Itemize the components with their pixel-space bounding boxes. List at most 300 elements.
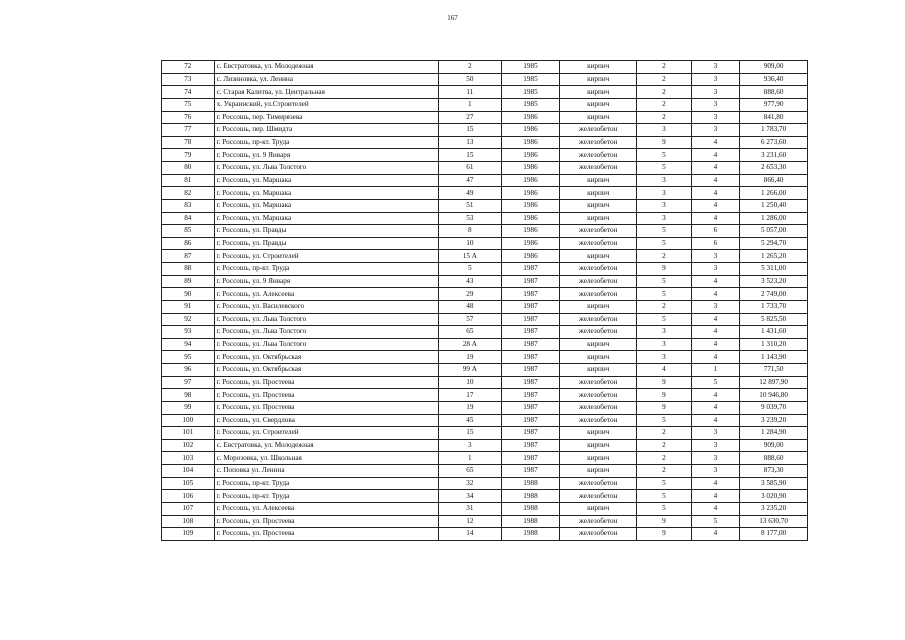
cell-floors: 5 (637, 502, 692, 515)
cell-entrances: 4 (691, 351, 740, 364)
cell-floors: 9 (637, 136, 692, 149)
cell-year-built: 1988 (501, 502, 560, 515)
table-body (162, 61, 808, 541)
cell-row-number: 96 (162, 364, 215, 377)
cell-address: г. Россошь, ул. Строителей (214, 250, 438, 263)
cell-year-built: 1987 (501, 401, 560, 414)
cell-entrances: 5 (691, 515, 740, 528)
cell-entrances: 3 (691, 98, 740, 111)
cell-house-number: 61 (438, 162, 501, 175)
cell-year-built: 1987 (501, 351, 560, 364)
cell-floors: 5 (637, 149, 692, 162)
cell-entrances: 4 (691, 338, 740, 351)
cell-floors: 2 (637, 250, 692, 263)
cell-area: 1 143,90 (740, 351, 808, 364)
cell-address: г. Россошь, ул. Простеева (214, 389, 438, 402)
cell-row-number: 107 (162, 502, 215, 515)
cell-floors: 5 (637, 288, 692, 301)
cell-wall-material: железобетон (560, 275, 637, 288)
cell-year-built: 1987 (501, 364, 560, 377)
cell-address: с. Евстратовка, ул. Молодежная (214, 439, 438, 452)
table-row (162, 237, 808, 250)
cell-address: г. Россошь, ул. Простеева (214, 528, 438, 541)
cell-row-number: 74 (162, 86, 215, 99)
cell-row-number: 94 (162, 338, 215, 351)
cell-floors: 3 (637, 351, 692, 364)
table-row (162, 111, 808, 124)
cell-floors: 2 (637, 465, 692, 478)
cell-floors: 2 (637, 98, 692, 111)
housing-table (161, 60, 808, 541)
cell-address: г. Россошь, ул. Октябрьская (214, 351, 438, 364)
cell-area: 866,40 (740, 174, 808, 187)
cell-year-built: 1987 (501, 263, 560, 276)
cell-address: г. Россошь, ул. Алексеева (214, 288, 438, 301)
cell-entrances: 4 (691, 212, 740, 225)
cell-row-number: 93 (162, 326, 215, 339)
cell-house-number: 99 А (438, 364, 501, 377)
cell-year-built: 1987 (501, 452, 560, 465)
table-row (162, 250, 808, 263)
cell-area: 3 523,20 (740, 275, 808, 288)
cell-row-number: 102 (162, 439, 215, 452)
cell-year-built: 1986 (501, 199, 560, 212)
cell-wall-material: кирпич (560, 187, 637, 200)
table-row (162, 364, 808, 377)
cell-year-built: 1987 (501, 414, 560, 427)
cell-year-built: 1985 (501, 98, 560, 111)
cell-row-number: 85 (162, 225, 215, 238)
cell-address: х. Украинский, ул.Строителей (214, 98, 438, 111)
cell-address: г. Россошь, пер. Тимирязева (214, 111, 438, 124)
cell-wall-material: кирпич (560, 111, 637, 124)
table-row (162, 300, 808, 313)
table-row (162, 61, 808, 74)
cell-wall-material: железобетон (560, 477, 637, 490)
cell-entrances: 4 (691, 187, 740, 200)
cell-house-number: 45 (438, 414, 501, 427)
cell-floors: 5 (637, 414, 692, 427)
cell-wall-material: кирпич (560, 427, 637, 440)
cell-area: 5 825,50 (740, 313, 808, 326)
cell-entrances: 4 (691, 288, 740, 301)
cell-entrances: 3 (691, 263, 740, 276)
cell-row-number: 84 (162, 212, 215, 225)
table-row (162, 338, 808, 351)
cell-house-number: 29 (438, 288, 501, 301)
cell-floors: 3 (637, 187, 692, 200)
cell-house-number: 50 (438, 73, 501, 86)
cell-wall-material: кирпич (560, 212, 637, 225)
cell-address: г. Россошь, ул. 9 Января (214, 149, 438, 162)
cell-entrances: 4 (691, 174, 740, 187)
cell-area: 5 057,00 (740, 225, 808, 238)
cell-row-number: 77 (162, 124, 215, 137)
cell-address: г. Россошь, ул. Простеева (214, 401, 438, 414)
cell-year-built: 1988 (501, 528, 560, 541)
cell-address: с. Евстратовка, ул. Молодежная (214, 61, 438, 74)
cell-house-number: 5 (438, 263, 501, 276)
table-row (162, 401, 808, 414)
cell-wall-material: кирпич (560, 338, 637, 351)
table-row (162, 465, 808, 478)
cell-wall-material: кирпич (560, 73, 637, 86)
cell-address: г. Россошь, ул. Льва Толстого (214, 326, 438, 339)
cell-house-number: 15 (438, 427, 501, 440)
cell-address: г. Россошь, пр-кт. Труда (214, 136, 438, 149)
cell-address: с. Старая Калитва, ул. Центральная (214, 86, 438, 99)
cell-entrances: 3 (691, 427, 740, 440)
cell-house-number: 51 (438, 199, 501, 212)
cell-house-number: 15 (438, 149, 501, 162)
cell-row-number: 108 (162, 515, 215, 528)
cell-wall-material: кирпич (560, 98, 637, 111)
cell-wall-material: кирпич (560, 364, 637, 377)
cell-wall-material: железобетон (560, 389, 637, 402)
cell-year-built: 1987 (501, 326, 560, 339)
cell-area: 909,00 (740, 439, 808, 452)
cell-floors: 2 (637, 61, 692, 74)
cell-year-built: 1986 (501, 237, 560, 250)
cell-row-number: 83 (162, 199, 215, 212)
table-row (162, 502, 808, 515)
cell-row-number: 92 (162, 313, 215, 326)
cell-wall-material: железобетон (560, 136, 637, 149)
cell-entrances: 4 (691, 162, 740, 175)
cell-wall-material: железобетон (560, 528, 637, 541)
cell-year-built: 1986 (501, 162, 560, 175)
cell-row-number: 82 (162, 187, 215, 200)
cell-floors: 3 (637, 124, 692, 137)
cell-row-number: 75 (162, 98, 215, 111)
cell-floors: 5 (637, 490, 692, 503)
table-row (162, 313, 808, 326)
table-row (162, 288, 808, 301)
cell-wall-material: железобетон (560, 401, 637, 414)
cell-wall-material: железобетон (560, 490, 637, 503)
cell-row-number: 72 (162, 61, 215, 74)
cell-entrances: 5 (691, 376, 740, 389)
cell-entrances: 4 (691, 414, 740, 427)
cell-area: 1 431,60 (740, 326, 808, 339)
cell-floors: 4 (637, 364, 692, 377)
cell-entrances: 4 (691, 275, 740, 288)
cell-wall-material: кирпич (560, 502, 637, 515)
cell-floors: 9 (637, 401, 692, 414)
cell-house-number: 12 (438, 515, 501, 528)
cell-address: г. Россошь, ул. Простеева (214, 515, 438, 528)
cell-area: 1 310,20 (740, 338, 808, 351)
table-row (162, 376, 808, 389)
cell-area: 1 284,90 (740, 427, 808, 440)
cell-floors: 2 (637, 73, 692, 86)
cell-floors: 5 (637, 313, 692, 326)
cell-year-built: 1987 (501, 300, 560, 313)
cell-address: г. Россошь, ул. Василевского (214, 300, 438, 313)
cell-entrances: 4 (691, 502, 740, 515)
cell-area: 3 020,90 (740, 490, 808, 503)
cell-entrances: 4 (691, 477, 740, 490)
cell-row-number: 91 (162, 300, 215, 313)
cell-area: 9 039,70 (740, 401, 808, 414)
cell-address: г. Россошь, пр-кт. Труда (214, 490, 438, 503)
cell-row-number: 89 (162, 275, 215, 288)
cell-house-number: 1 (438, 452, 501, 465)
table-row (162, 98, 808, 111)
table-row (162, 427, 808, 440)
cell-year-built: 1988 (501, 477, 560, 490)
cell-year-built: 1986 (501, 187, 560, 200)
cell-row-number: 101 (162, 427, 215, 440)
table-row (162, 275, 808, 288)
cell-row-number: 109 (162, 528, 215, 541)
cell-wall-material: железобетон (560, 515, 637, 528)
cell-row-number: 106 (162, 490, 215, 503)
cell-year-built: 1986 (501, 225, 560, 238)
cell-row-number: 90 (162, 288, 215, 301)
cell-address: г. Россошь, ул. 9 Января (214, 275, 438, 288)
cell-entrances: 3 (691, 111, 740, 124)
table-row (162, 136, 808, 149)
cell-floors: 9 (637, 528, 692, 541)
cell-year-built: 1986 (501, 250, 560, 263)
cell-year-built: 1985 (501, 61, 560, 74)
cell-house-number: 17 (438, 389, 501, 402)
table-row (162, 187, 808, 200)
table-row (162, 86, 808, 99)
cell-area: 6 273,60 (740, 136, 808, 149)
cell-wall-material: железобетон (560, 149, 637, 162)
cell-area: 873,30 (740, 465, 808, 478)
table-row (162, 174, 808, 187)
cell-row-number: 78 (162, 136, 215, 149)
cell-year-built: 1986 (501, 212, 560, 225)
cell-area: 3 239,20 (740, 414, 808, 427)
cell-entrances: 4 (691, 490, 740, 503)
cell-floors: 3 (637, 326, 692, 339)
cell-wall-material: железобетон (560, 162, 637, 175)
cell-address: г. Россошь, пер. Шмидта (214, 124, 438, 137)
table-row (162, 162, 808, 175)
cell-area: 888,60 (740, 86, 808, 99)
table-row (162, 212, 808, 225)
cell-address: г. Россошь, пр-кт. Труда (214, 263, 438, 276)
cell-floors: 5 (637, 237, 692, 250)
table-row (162, 225, 808, 238)
cell-area: 1 733,70 (740, 300, 808, 313)
cell-year-built: 1986 (501, 111, 560, 124)
cell-entrances: 4 (691, 401, 740, 414)
cell-house-number: 19 (438, 401, 501, 414)
cell-address: г. Россошь, ул. Свердлова (214, 414, 438, 427)
cell-entrances: 3 (691, 61, 740, 74)
cell-address: г. Россошь, ул. Маршака (214, 187, 438, 200)
cell-address: г. Россошь, пр-кт. Труда (214, 477, 438, 490)
cell-house-number: 28 А (438, 338, 501, 351)
cell-entrances: 3 (691, 465, 740, 478)
cell-year-built: 1987 (501, 427, 560, 440)
cell-entrances: 3 (691, 73, 740, 86)
cell-row-number: 86 (162, 237, 215, 250)
table-row (162, 414, 808, 427)
cell-entrances: 4 (691, 136, 740, 149)
cell-floors: 2 (637, 427, 692, 440)
table-row (162, 73, 808, 86)
cell-row-number: 80 (162, 162, 215, 175)
table-row (162, 199, 808, 212)
cell-entrances: 4 (691, 326, 740, 339)
cell-floors: 5 (637, 162, 692, 175)
cell-area: 3 235,20 (740, 502, 808, 515)
cell-row-number: 87 (162, 250, 215, 263)
cell-wall-material: железобетон (560, 376, 637, 389)
table-row (162, 389, 808, 402)
cell-house-number: 15 (438, 124, 501, 137)
cell-entrances: 4 (691, 389, 740, 402)
table-row (162, 439, 808, 452)
cell-area: 3 231,60 (740, 149, 808, 162)
cell-floors: 9 (637, 515, 692, 528)
cell-wall-material: железобетон (560, 326, 637, 339)
cell-row-number: 99 (162, 401, 215, 414)
cell-house-number: 57 (438, 313, 501, 326)
cell-wall-material: кирпич (560, 250, 637, 263)
cell-row-number: 103 (162, 452, 215, 465)
cell-entrances: 3 (691, 452, 740, 465)
cell-area: 13 630,70 (740, 515, 808, 528)
cell-house-number: 47 (438, 174, 501, 187)
table-row (162, 351, 808, 364)
cell-wall-material: кирпич (560, 351, 637, 364)
cell-address: г. Россошь, ул. Правды (214, 237, 438, 250)
cell-area: 5 294,70 (740, 237, 808, 250)
cell-house-number: 65 (438, 465, 501, 478)
table-row (162, 149, 808, 162)
cell-address: г. Россошь, ул. Правды (214, 225, 438, 238)
cell-address: г. Россошь, ул. Октябрьская (214, 364, 438, 377)
cell-address: г. Россошь, ул. Простеева (214, 376, 438, 389)
cell-floors: 3 (637, 199, 692, 212)
cell-address: г. Россошь, ул. Строителей (214, 427, 438, 440)
cell-wall-material: кирпич (560, 199, 637, 212)
cell-year-built: 1985 (501, 73, 560, 86)
cell-entrances: 4 (691, 199, 740, 212)
cell-wall-material: кирпич (560, 61, 637, 74)
cell-address: г. Россошь, ул. Маршака (214, 199, 438, 212)
cell-wall-material: железобетон (560, 263, 637, 276)
cell-address: г. Россошь, ул. Алексеева (214, 502, 438, 515)
cell-area: 771,50 (740, 364, 808, 377)
cell-entrances: 3 (691, 300, 740, 313)
cell-area: 841,80 (740, 111, 808, 124)
cell-floors: 5 (637, 275, 692, 288)
table-row (162, 326, 808, 339)
cell-year-built: 1987 (501, 275, 560, 288)
cell-wall-material: железобетон (560, 124, 637, 137)
cell-row-number: 105 (162, 477, 215, 490)
cell-house-number: 10 (438, 376, 501, 389)
cell-area: 1 250,40 (740, 199, 808, 212)
cell-entrances: 6 (691, 225, 740, 238)
table-row (162, 452, 808, 465)
cell-house-number: 14 (438, 528, 501, 541)
cell-area: 2 653,30 (740, 162, 808, 175)
cell-house-number: 43 (438, 275, 501, 288)
cell-house-number: 19 (438, 351, 501, 364)
cell-entrances: 3 (691, 124, 740, 137)
cell-address: с. Морозовка, ул. Школьная (214, 452, 438, 465)
cell-area: 1 266,00 (740, 187, 808, 200)
cell-area: 5 311,00 (740, 263, 808, 276)
cell-house-number: 13 (438, 136, 501, 149)
cell-year-built: 1986 (501, 136, 560, 149)
cell-wall-material: кирпич (560, 439, 637, 452)
cell-house-number: 2 (438, 61, 501, 74)
cell-entrances: 6 (691, 237, 740, 250)
table-row (162, 528, 808, 541)
cell-address: с. Поповка ул. Ленина (214, 465, 438, 478)
cell-floors: 9 (637, 376, 692, 389)
cell-area: 3 585,90 (740, 477, 808, 490)
cell-wall-material: кирпич (560, 174, 637, 187)
cell-area: 888,60 (740, 452, 808, 465)
cell-floors: 5 (637, 225, 692, 238)
table-row (162, 490, 808, 503)
cell-row-number: 79 (162, 149, 215, 162)
cell-area: 1 783,70 (740, 124, 808, 137)
table-row (162, 124, 808, 137)
cell-house-number: 48 (438, 300, 501, 313)
cell-year-built: 1987 (501, 389, 560, 402)
cell-house-number: 34 (438, 490, 501, 503)
table-row (162, 515, 808, 528)
cell-wall-material: кирпич (560, 452, 637, 465)
cell-wall-material: железобетон (560, 225, 637, 238)
cell-house-number: 32 (438, 477, 501, 490)
cell-year-built: 1986 (501, 149, 560, 162)
cell-house-number: 31 (438, 502, 501, 515)
cell-address: г. Россошь, ул. Маршака (214, 212, 438, 225)
cell-wall-material: кирпич (560, 86, 637, 99)
cell-floors: 2 (637, 300, 692, 313)
cell-address: г. Россошь, ул. Льва Толстого (214, 338, 438, 351)
cell-floors: 9 (637, 389, 692, 402)
cell-house-number: 10 (438, 237, 501, 250)
cell-area: 1 265,20 (740, 250, 808, 263)
cell-row-number: 76 (162, 111, 215, 124)
cell-wall-material: кирпич (560, 300, 637, 313)
cell-year-built: 1987 (501, 439, 560, 452)
cell-floors: 3 (637, 212, 692, 225)
cell-house-number: 49 (438, 187, 501, 200)
cell-year-built: 1988 (501, 515, 560, 528)
page-number: 167 (447, 14, 458, 22)
cell-year-built: 1986 (501, 124, 560, 137)
cell-row-number: 81 (162, 174, 215, 187)
cell-house-number: 11 (438, 86, 501, 99)
cell-row-number: 98 (162, 389, 215, 402)
cell-wall-material: железобетон (560, 237, 637, 250)
cell-wall-material: железобетон (560, 288, 637, 301)
cell-address: г. Россошь, ул. Льва Толстого (214, 313, 438, 326)
cell-row-number: 73 (162, 73, 215, 86)
cell-floors: 9 (637, 263, 692, 276)
cell-house-number: 53 (438, 212, 501, 225)
cell-entrances: 4 (691, 149, 740, 162)
cell-year-built: 1985 (501, 86, 560, 99)
cell-floors: 3 (637, 338, 692, 351)
cell-area: 1 286,00 (740, 212, 808, 225)
